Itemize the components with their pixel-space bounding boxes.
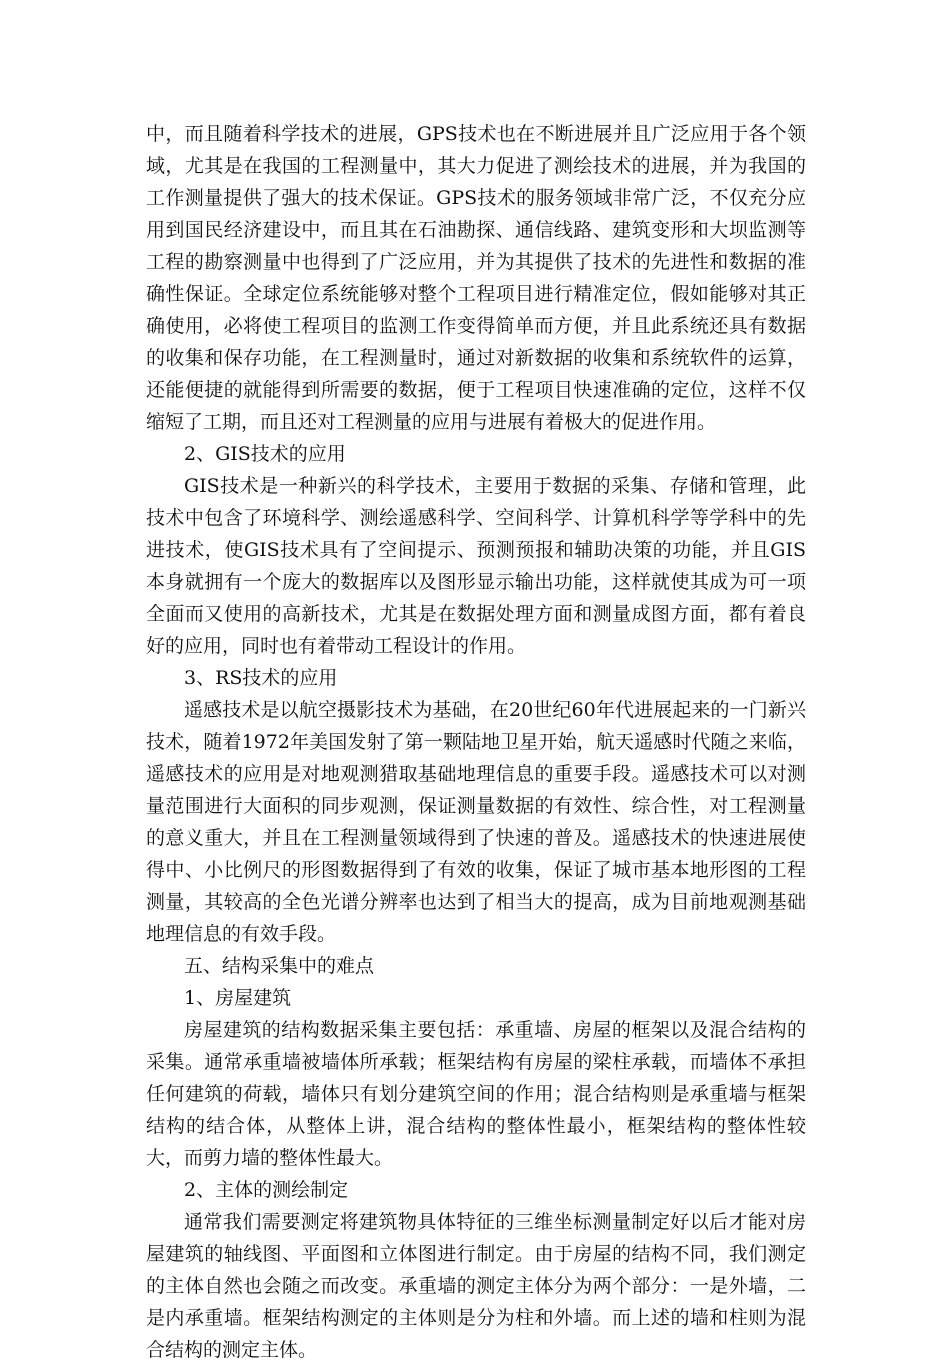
paragraph-buildings: 房屋建筑的结构数据采集主要包括：承重墙、房屋的框架以及混合结构的采集。通常承重墙被墙体所承载；框架结构有房屋的梁柱承载，而墙体不承担任何建筑的荷载，墙体只有划分建筑空间的作用；混合结构则是承重墙与框架结构的结合体，从整体上讲，混合结构的整体性最小，框架结构的整体性较大，而剪力墙的整体性最大。 [146,1019,806,1169]
heading-buildings: 1、房屋建筑 [184,987,292,1009]
heading-gis-application: 2、GIS技术的应用 [184,443,346,465]
document-page [146,118,806,1366]
paragraph-main-surveying: 通常我们需要测定将建筑物具体特征的三维坐标测量制定好以后才能对房屋建筑的轴线图、平面图和立体图进行制定。由于房屋的结构不同，我们测定的主体自然也会随之而改变。承重墙的测定主体分为两个部分：一是外墙，二是内承重墙。框架结构测定的主体则是分为柱和外墙。而上述的墙和柱则为混合结构的测定主体。 [146,1211,806,1361]
heading-structure-difficulties: 五、结构采集中的难点 [184,955,375,977]
heading-rs-application: 3、RS技术的应用 [184,667,338,689]
paragraph-gps-continued: 中，而且随着科学技术的进展，GPS技术也在不断进展并且广泛应用于各个领域，尤其是在我国的工程测量中，其大力促进了测绘技术的进展，并为我国的工作测量提供了强大的技术保证。GPS技术的服务领域非常广泛，不仅充分应用到国民经济建设中，而且其在石油勘探、通信线路、建筑变形和大坝监测等工程的勘察测量中也得到了广泛应用，并为其提供了技术的先进性和数据的准确性保证。全球定位系统能够对整个工程项目进行精准定位，假如能够对其正确使用，必将使工程项目的监测工作变得简单而方便，并且此系统还具有数据的收集和保存功能，在工程测量时，通过对新数据的收集和系统软件的运算，还能便捷的就能得到所需要的数据，便于工程项目快速准确的定位，这样不仅缩短了工期，而且还对工程测量的应用与进展有着极大的促进作用。 [146,123,806,433]
heading-main-surveying: 2、主体的测绘制定 [184,1179,349,1201]
paragraph-gis: GIS技术是一种新兴的科学技术，主要用于数据的采集、存储和管理，此技术中包含了环境科学、测绘遥感科学、空间科学、计算机科学等学科中的先进技术，使GIS技术具有了空间提示、预测预报和辅助决策的功能，并且GIS本身就拥有一个庞大的数据库以及图形显示输出功能，这样就使其成为可一项全面而又使用的高新技术，尤其是在数据处理方面和测量成图方面，都有着良好的应用，同时也有着带动工程设计的作用。 [146,475,806,657]
paragraph-rs: 遥感技术是以航空摄影技术为基础，在20世纪60年代进展起来的一门新兴技术，随着1972年美国发射了第一颗陆地卫星开始，航天遥感时代随之来临，遥感技术的应用是对地观测猎取基础地理信息的重要手段。遥感技术可以对测量范围进行大面积的同步观测，保证测量数据的有效性、综合性，对工程测量的意义重大，并且在工程测量领域得到了快速的普及。遥感技术的快速进展使得中、小比例尺的形图数据得到了有效的收集，保证了城市基本地形图的工程测量，其较高的全色光谱分辨率也达到了相当大的提高，成为目前地观测基础地理信息的有效手段。 [146,699,806,945]
